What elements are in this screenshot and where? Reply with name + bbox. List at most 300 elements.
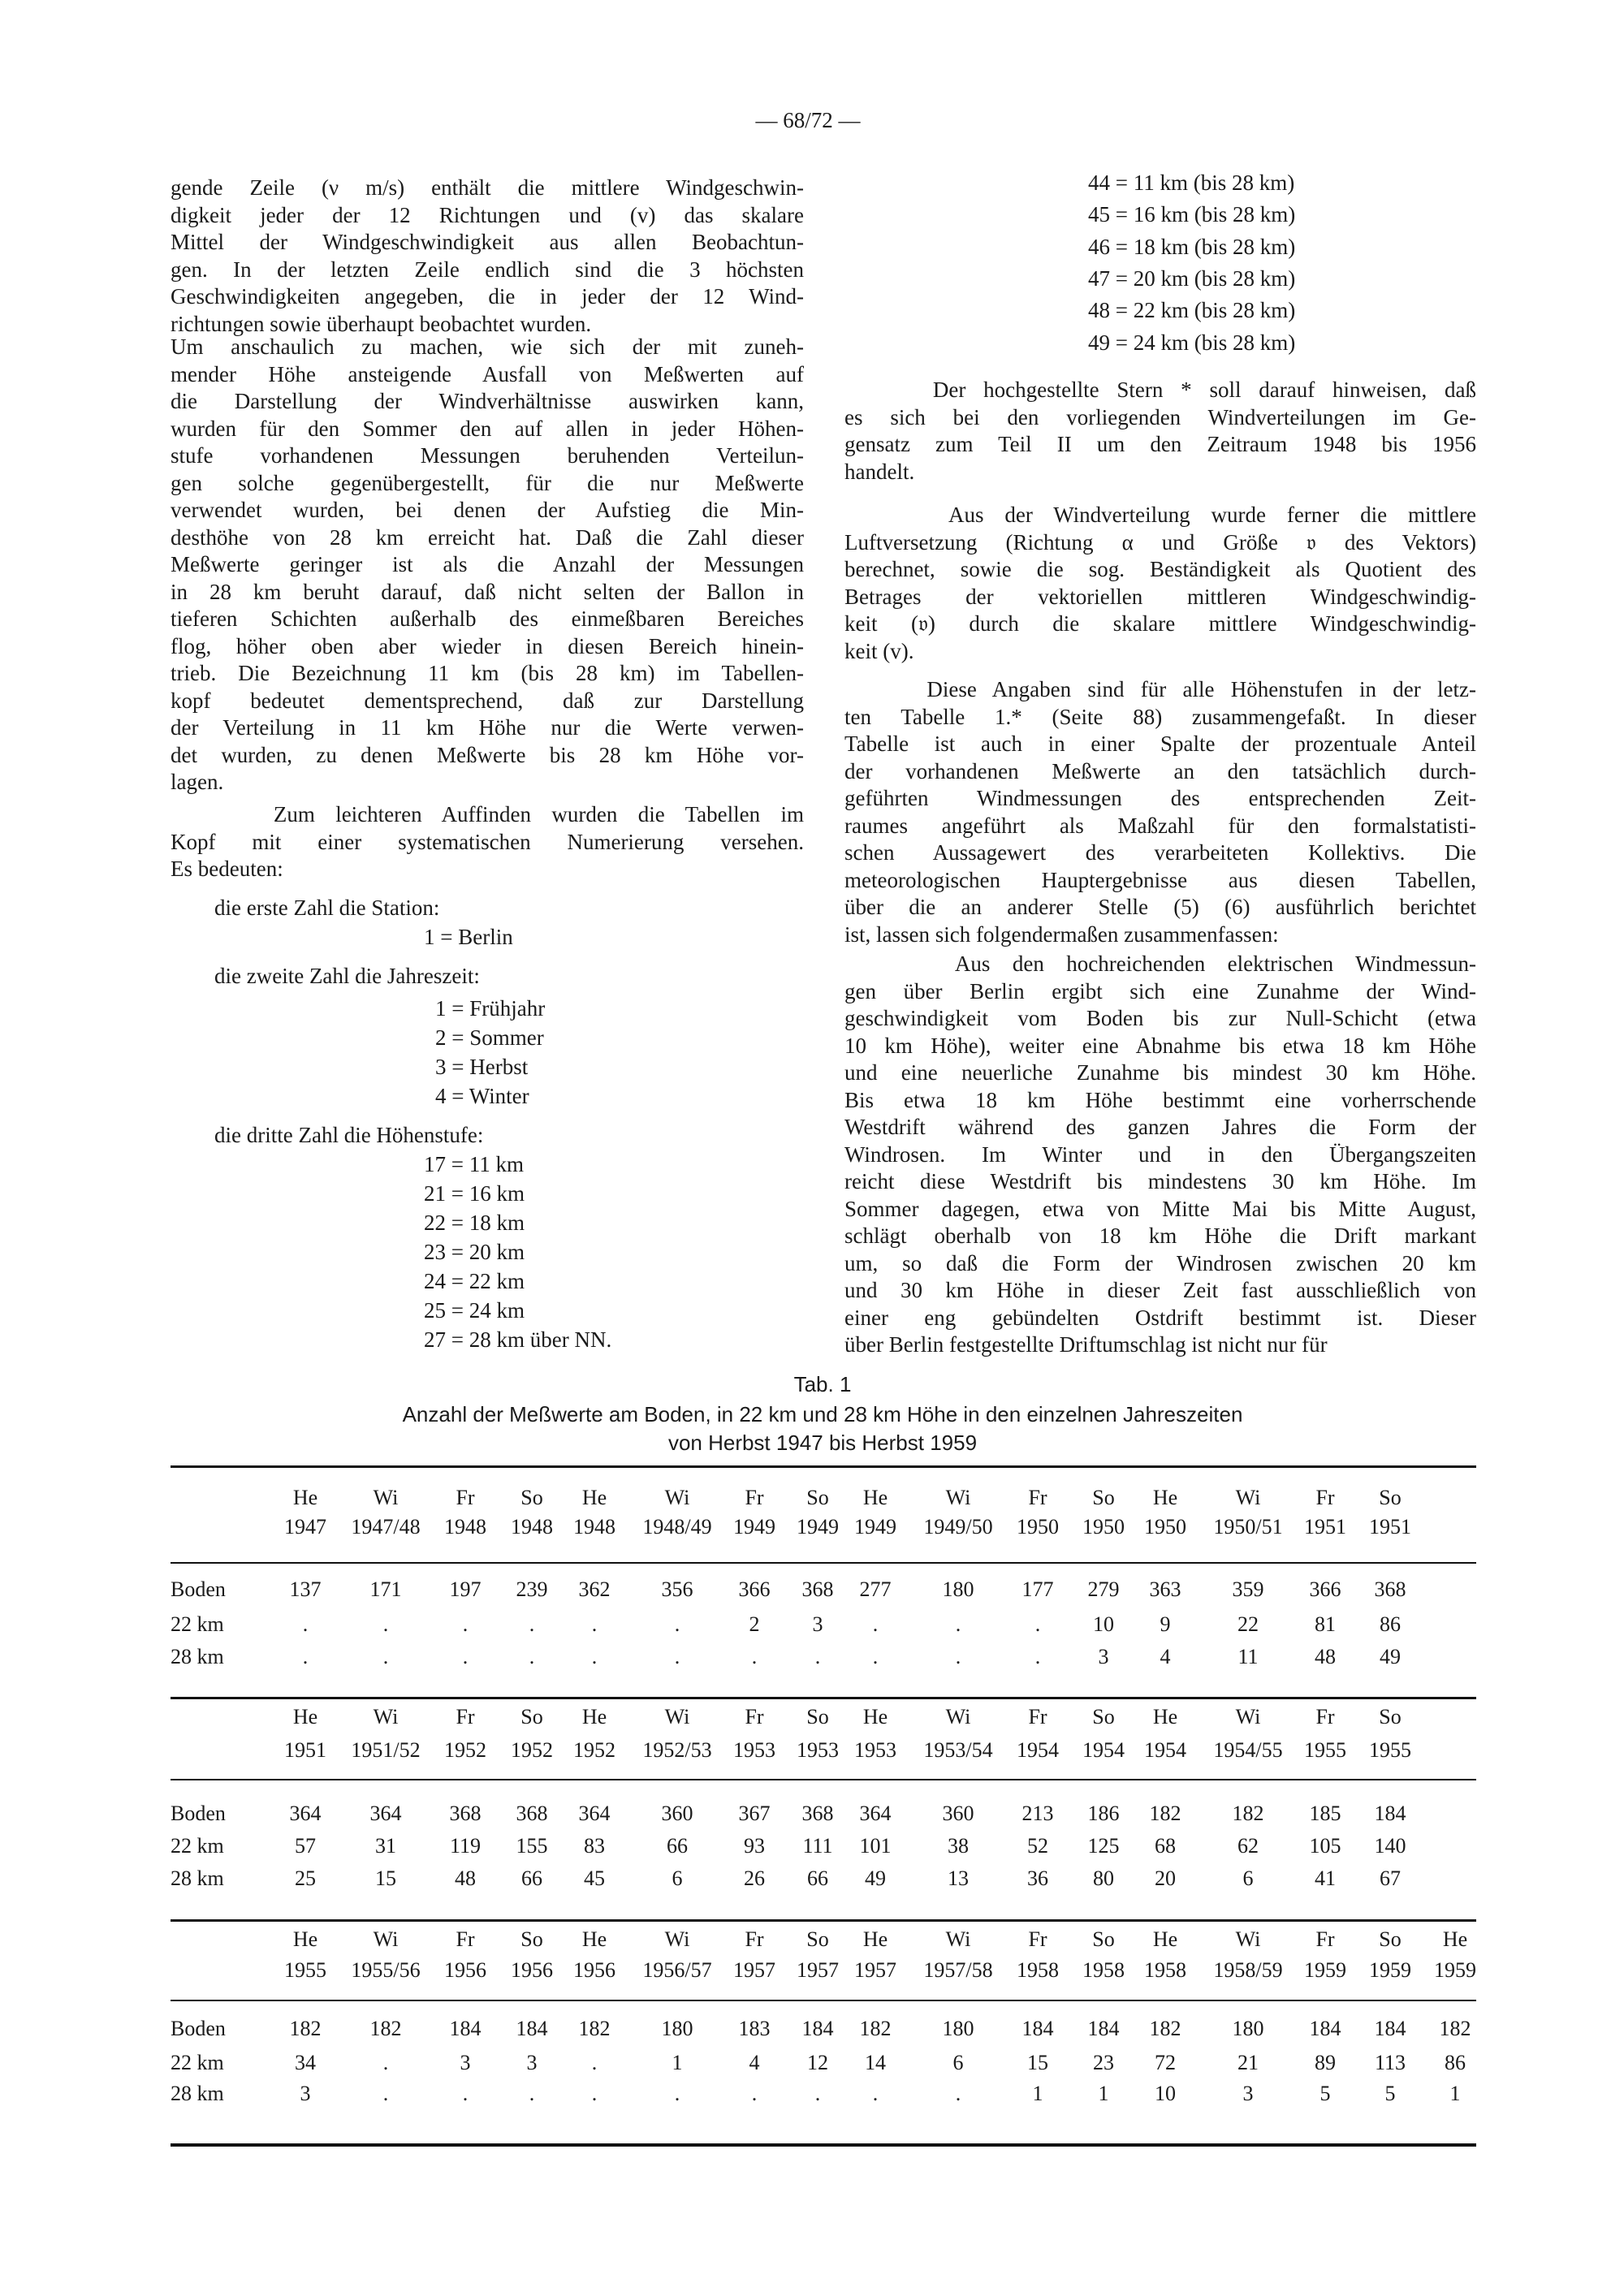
season-header: He — [581, 1927, 607, 1951]
season-header: So — [520, 1705, 543, 1728]
table-cell: 68 — [1155, 1834, 1176, 1858]
year-header: 1953 — [733, 1738, 775, 1762]
text-line: der vorhandenen Meßwerte an den tatsächlich durch- — [844, 758, 1476, 783]
table-cell: . — [1034, 1645, 1041, 1668]
table-cell: 89 — [1315, 2051, 1336, 2074]
table-cell: . — [382, 1645, 389, 1668]
height-code: 48 = 22 km (bis 28 km) — [1088, 298, 1296, 323]
season-header: Fr — [1028, 1705, 1047, 1728]
year-header: 1957 — [733, 1958, 775, 1982]
text-line: gensatz zum Teil II um den Zeitraum 1948 bis 1956 — [844, 432, 1476, 456]
table-cell: 213 — [1021, 1802, 1054, 1825]
text-line: flog, höher oben aber wieder in diesen Bereich hinein- — [171, 633, 804, 658]
table-cell: 362 — [578, 1577, 611, 1601]
year-header: 1955 — [1304, 1738, 1346, 1762]
table-cell: . — [462, 2082, 469, 2105]
text-line: ten Tabelle 1.* (Seite 88) zusammengefaßt. In dieser — [844, 704, 1476, 729]
paragraph — [171, 801, 804, 883]
table-cell: 81 — [1315, 1612, 1336, 1636]
text-line: Sommer dagegen, etwa von Mitte Mai bis Mitte August, — [844, 1196, 1476, 1221]
table-cell: 34 — [295, 2051, 316, 2074]
table-cell: . — [591, 1645, 598, 1668]
year-header: 1953 — [854, 1738, 896, 1762]
page-number: — 68/72 — — [755, 108, 861, 132]
table-cell: 137 — [289, 1577, 322, 1601]
text-line: einer eng gebündelten Ostdrift bestimmt ist. Dieser — [844, 1305, 1476, 1330]
season-header: He — [862, 1927, 888, 1951]
table-cell: 155 — [516, 1834, 548, 1858]
season-header: Fr — [456, 1486, 475, 1509]
block-rule — [171, 1919, 1476, 1922]
year-header: 1949 — [797, 1515, 839, 1539]
table-cell: 184 — [1374, 2017, 1406, 2040]
year-header: 1956/57 — [642, 1958, 712, 1982]
table-cell: 86 — [1380, 1612, 1401, 1636]
season-item: 1 = Frühjahr — [435, 996, 546, 1021]
table-cell: 6 — [672, 1867, 683, 1890]
year-header: 1951 — [1369, 1515, 1411, 1539]
season-header: Wi — [664, 1927, 690, 1951]
text-line: geschwindigkeit vom Boden bis zur Null-Schicht (etwa — [844, 1006, 1476, 1030]
table-cell: 364 — [859, 1802, 892, 1825]
year-header: 1954 — [1017, 1738, 1059, 1762]
table-cell: 15 — [375, 1867, 396, 1890]
table-cell: 184 — [449, 2017, 482, 2040]
text-line: Bis etwa 18 km Höhe bestimmt eine vorherrschende — [844, 1087, 1476, 1112]
table-cell: . — [674, 1645, 680, 1668]
paragraph — [171, 175, 804, 338]
table-cell: . — [591, 1612, 598, 1636]
year-header: 1948 — [511, 1515, 553, 1539]
text-line: mender Höhe ansteigende Ausfall von Meßwerten auf — [171, 361, 804, 386]
season-header: Fr — [745, 1705, 764, 1728]
row-label: 28 km — [171, 1867, 224, 1890]
table-cell: . — [462, 1645, 469, 1668]
year-header: 1958 — [1082, 1958, 1125, 1982]
text-line: reicht diese Westdrift bis mindestens 30 km Höhe. Im — [844, 1169, 1476, 1193]
text-line: geführten Windmessungen des entsprechenden Zeit- — [844, 786, 1476, 810]
year-header: 1949 — [733, 1515, 775, 1539]
table-cell: 45 — [584, 1867, 605, 1890]
table-cell: 364 — [289, 1802, 322, 1825]
season-header: He — [292, 1927, 318, 1951]
table-cell: . — [751, 1645, 758, 1668]
season-header: Fr — [1315, 1486, 1335, 1509]
table-cell: . — [382, 2082, 389, 2105]
table-cell: . — [591, 2051, 598, 2074]
text-line: Windrosen. Im Winter und in den Übergangszeiten — [844, 1142, 1476, 1167]
year-header: 1959 — [1369, 1958, 1411, 1982]
table-cell: 239 — [516, 1577, 548, 1601]
table-cell: 183 — [738, 2017, 771, 2040]
season-header: He — [292, 1486, 318, 1509]
text-line: handelt. — [844, 459, 915, 484]
season-header: So — [1379, 1486, 1402, 1509]
season-header: Wi — [945, 1927, 971, 1951]
table-cell: 5 — [1320, 2082, 1331, 2105]
season-item: 4 = Winter — [435, 1084, 529, 1108]
text-line: Zum leichteren Auffinden wurden die Tabellen im — [171, 802, 804, 826]
table-cell: 184 — [1309, 2017, 1341, 2040]
table-cell: 182 — [1149, 1802, 1181, 1825]
table-cell: 9 — [1160, 1612, 1171, 1636]
text-line: keit (v). — [844, 638, 914, 663]
table-cell: 279 — [1087, 1577, 1120, 1601]
text-line: gen. In der letzten Zeile endlich sind die 3 höchsten — [171, 257, 804, 282]
table-cell: . — [529, 1612, 535, 1636]
season-header: Wi — [373, 1486, 399, 1509]
year-header: 1949/50 — [923, 1515, 993, 1539]
table-cell: . — [751, 2082, 758, 2105]
table-cell: 1 — [1032, 2082, 1043, 2105]
table-cell: 86 — [1445, 2051, 1466, 2074]
text-line: berechnet, sowie die sog. Beständigkeit als Quotient des — [844, 557, 1476, 581]
table-cell: 15 — [1027, 2051, 1048, 2074]
table-cell: 52 — [1027, 1834, 1048, 1858]
year-header: 1958 — [1144, 1958, 1186, 1982]
height-item: 17 = 11 km — [424, 1152, 524, 1176]
table-cell: 182 — [1149, 2017, 1181, 2040]
year-header: 1955 — [284, 1958, 326, 1982]
height-heading: die dritte Zahl die Höhenstufe: — [214, 1123, 484, 1147]
text-line: lagen. — [171, 770, 224, 794]
year-header: 1947 — [284, 1515, 326, 1539]
season-header: So — [1092, 1486, 1115, 1509]
height-item: 22 = 18 km — [424, 1211, 525, 1235]
table-cell: 66 — [667, 1834, 688, 1858]
text-line: über die an anderer Stelle (5) (6) ausführlich berichtet — [844, 895, 1476, 919]
table-top-rule — [171, 1465, 1476, 1468]
season-header: Wi — [373, 1927, 399, 1951]
text-line: verwendet wurden, bei denen der Aufstieg die Min- — [171, 498, 804, 522]
table-cell: 5 — [1384, 2082, 1396, 2105]
text-line: tieferen Schichten außerhalb des einmeßbaren Bereiches — [171, 606, 804, 631]
table-cell: 182 — [1439, 2017, 1471, 2040]
season-header: So — [806, 1927, 829, 1951]
text-line: in 28 km beruht darauf, daß nicht selten der Ballon in — [171, 579, 804, 604]
table-cell: 356 — [661, 1577, 693, 1601]
row-label: Boden — [171, 1577, 226, 1601]
height-item: 23 = 20 km — [424, 1240, 525, 1264]
text-line: Um anschaulich zu machen, wie sich der mit zuneh- — [171, 334, 804, 359]
paragraph — [171, 334, 804, 796]
year-header: 1954 — [1144, 1738, 1186, 1762]
row-label: 22 km — [171, 1612, 224, 1636]
paragraph — [844, 377, 1476, 486]
year-header: 1955 — [1369, 1738, 1411, 1762]
text-line: meteorologischen Hauptergebnisse aus diesen Tabellen, — [844, 867, 1476, 892]
table-cell: 66 — [807, 1867, 828, 1890]
year-header: 1956 — [511, 1958, 553, 1982]
text-line: Betrages der vektoriellen mittleren Windgeschwindig- — [844, 584, 1476, 609]
table-cell: 41 — [1315, 1867, 1336, 1890]
table-cell: 13 — [948, 1867, 969, 1890]
text-line: keit (𝔳) durch die skalare mittlere Windgeschwindig- — [844, 611, 1476, 636]
text-line: Westdrift während des ganzen Jahres die Form der — [844, 1115, 1476, 1139]
table-cell: 184 — [1374, 1802, 1406, 1825]
height-item: 27 = 28 km über NN. — [424, 1327, 612, 1352]
height-code: 44 = 11 km (bis 28 km) — [1088, 170, 1295, 195]
table-cell: 184 — [1087, 2017, 1120, 2040]
year-header: 1951/52 — [351, 1738, 421, 1762]
season-header: Wi — [373, 1705, 399, 1728]
table-cell: 363 — [1149, 1577, 1181, 1601]
year-header: 1958 — [1017, 1958, 1059, 1982]
table-cell: 366 — [738, 1577, 771, 1601]
table-cell: 368 — [1374, 1577, 1406, 1601]
year-header: 1956 — [444, 1958, 486, 1982]
text-line: richtungen sowie überhaupt beobachtet wurden. — [171, 311, 592, 336]
text-line: det wurden, zu denen Meßwerte bis 28 km Höhe vor- — [171, 742, 804, 767]
text-line: Luftversetzung (Richtung α und Größe 𝔳 des Vektors) — [844, 529, 1476, 555]
table-cell: 182 — [289, 2017, 322, 2040]
text-line: trieb. Die Bezeichnung 11 km (bis 28 km) im Tabellen- — [171, 661, 804, 685]
table-cell: . — [814, 2082, 821, 2105]
year-header: 1951 — [1304, 1515, 1346, 1539]
table-cell: . — [591, 2082, 598, 2105]
table-cell: . — [382, 2051, 389, 2074]
text-line: digkeit jeder der 12 Richtungen und (v) das skalare — [171, 202, 804, 227]
year-header: 1954 — [1082, 1738, 1125, 1762]
table-cell: 21 — [1237, 2051, 1259, 2074]
text-line: Diese Angaben sind für alle Höhenstufen in der letz- — [844, 677, 1476, 701]
table-subtitle: von Herbst 1947 bis Herbst 1959 — [667, 1431, 978, 1455]
row-label: Boden — [171, 2017, 226, 2040]
header-rule — [171, 1562, 1476, 1564]
season-header: So — [806, 1486, 829, 1509]
text-line: der Verteilung in 11 km Höhe nur die Werte verwen- — [171, 715, 804, 740]
table-cell: . — [674, 1612, 680, 1636]
table-cell: . — [955, 1612, 961, 1636]
table-cell: 36 — [1027, 1867, 1048, 1890]
season-header: So — [520, 1486, 543, 1509]
season-header: Wi — [1235, 1705, 1261, 1728]
text-line: über Berlin festgestellte Driftumschlag ist nicht nur für — [844, 1332, 1328, 1357]
table-cell: 182 — [369, 2017, 402, 2040]
table-cell: . — [1034, 1612, 1041, 1636]
year-header: 1952/53 — [642, 1738, 712, 1762]
table-cell: 368 — [801, 1802, 834, 1825]
text-line: Tabelle ist auch in einer Spalte der prozentuale Anteil — [844, 732, 1476, 756]
year-header: 1958/59 — [1213, 1958, 1283, 1982]
table-cell: 177 — [1021, 1577, 1054, 1601]
table-cell: . — [674, 2082, 680, 2105]
block-rule — [171, 2143, 1476, 2147]
season-header: He — [862, 1486, 888, 1509]
season-header: So — [520, 1927, 543, 1951]
table-cell: . — [462, 1612, 469, 1636]
year-header: 1954/55 — [1213, 1738, 1283, 1762]
season-header: He — [1152, 1486, 1178, 1509]
table-cell: 185 — [1309, 1802, 1341, 1825]
header-rule — [171, 2000, 1476, 2001]
year-header: 1951 — [284, 1738, 326, 1762]
table-cell: . — [872, 1645, 879, 1668]
table-cell: . — [814, 1645, 821, 1668]
year-header: 1952 — [511, 1738, 553, 1762]
table-cell: 93 — [744, 1834, 765, 1858]
table-cell: 368 — [801, 1577, 834, 1601]
table-cell: 31 — [375, 1834, 396, 1858]
table-cell: 180 — [1232, 2017, 1264, 2040]
text-line: raumes angeführt als Maßzahl für den formalstatisti- — [844, 813, 1476, 838]
text-line: gende Zeile (ν m/s) enthält die mittlere Windgeschwin- — [171, 175, 804, 200]
table-cell: 49 — [1380, 1645, 1401, 1668]
table-cell: 111 — [802, 1834, 833, 1858]
table-cell: 6 — [1242, 1867, 1254, 1890]
table-cell: 10 — [1155, 2082, 1176, 2105]
table-cell: 368 — [516, 1802, 548, 1825]
year-header: 1952 — [573, 1738, 615, 1762]
row-label: 28 km — [171, 1645, 224, 1668]
height-item: 24 = 22 km — [424, 1269, 525, 1293]
text-line: desthöhe von 28 km erreicht hat. Daß die Zahl dieser — [171, 524, 804, 550]
table-cell: 4 — [749, 2051, 760, 2074]
text-line: gen solche gegenübergestellt, für die nur Meßwerte — [171, 470, 804, 495]
table-cell: 119 — [449, 1834, 482, 1858]
table-cell: 368 — [449, 1802, 482, 1825]
paragraph — [844, 676, 1476, 948]
row-label: 22 km — [171, 1834, 224, 1858]
table-cell: . — [529, 2082, 535, 2105]
station-heading: die erste Zahl die Station: — [214, 896, 440, 920]
season-header: Wi — [945, 1486, 971, 1509]
table-cell: . — [382, 1612, 389, 1636]
year-header: 1956 — [573, 1958, 615, 1982]
season-header: So — [806, 1705, 829, 1728]
table-cell: . — [955, 1645, 961, 1668]
season-header: Fr — [456, 1927, 475, 1951]
table-cell: . — [872, 1612, 879, 1636]
text-line: Es bedeuten: — [171, 857, 283, 881]
height-item: 25 = 24 km — [424, 1298, 525, 1323]
table-cell: 38 — [948, 1834, 969, 1858]
season-header: Fr — [1028, 1927, 1047, 1951]
season-item: 3 = Herbst — [435, 1055, 529, 1079]
table-cell: 11 — [1237, 1645, 1259, 1668]
text-line: 10 km Höhe), weiter eine Abnahme bis etwa 18 km Höhe — [844, 1033, 1476, 1058]
table-cell: . — [302, 1645, 309, 1668]
table-cell: 83 — [584, 1834, 605, 1858]
table-cell: 359 — [1232, 1577, 1264, 1601]
season-header: Fr — [1315, 1927, 1335, 1951]
table-cell: 171 — [369, 1577, 402, 1601]
year-header: 1955/56 — [351, 1958, 421, 1982]
year-header: 1957/58 — [923, 1958, 993, 1982]
season-header: Wi — [1235, 1486, 1261, 1509]
year-header: 1952 — [444, 1738, 486, 1762]
table-cell: 49 — [865, 1867, 886, 1890]
table-cell: 3 — [300, 2082, 311, 2105]
season-heading: die zweite Zahl die Jahreszeit: — [214, 964, 480, 988]
table-cell: 364 — [578, 1802, 611, 1825]
table-cell: . — [872, 2082, 879, 2105]
season-header: He — [1152, 1927, 1178, 1951]
table-cell: 125 — [1087, 1834, 1120, 1858]
year-header: 1948/49 — [642, 1515, 712, 1539]
table-cell: 186 — [1087, 1802, 1120, 1825]
season-header: He — [1152, 1705, 1178, 1728]
year-header: 1957 — [854, 1958, 896, 1982]
text-line: schen Aussagewert des verarbeiteten Kollektivs. Die — [844, 840, 1476, 865]
season-header: Wi — [945, 1705, 971, 1728]
season-header: So — [1092, 1927, 1115, 1951]
year-header: 1947/48 — [351, 1515, 421, 1539]
table-cell: 184 — [516, 2017, 548, 2040]
height-code: 46 = 18 km (bis 28 km) — [1088, 234, 1296, 259]
season-header: So — [1092, 1705, 1115, 1728]
table-cell: 182 — [1232, 1802, 1264, 1825]
text-line: Geschwindigkeiten angegeben, die in jeder der 12 Wind- — [171, 284, 804, 309]
table-cell: 3 — [812, 1612, 823, 1636]
season-header: He — [581, 1486, 607, 1509]
height-item: 21 = 16 km — [424, 1181, 525, 1206]
table-cell: 180 — [942, 2017, 974, 2040]
year-header: 1950 — [1144, 1515, 1186, 1539]
text-line: schlägt oberhalb von 18 km Höhe die Drift markant — [844, 1224, 1476, 1248]
year-header: 1950 — [1017, 1515, 1059, 1539]
year-header: 1950 — [1082, 1515, 1125, 1539]
table-label: Tab. 1 — [793, 1372, 852, 1396]
text-line: Aus den hochreichenden elektrischen Windmessun- — [844, 952, 1476, 976]
table-cell: 80 — [1093, 1867, 1114, 1890]
text-line: gen über Berlin ergibt sich eine Zunahme der Wind- — [844, 978, 1476, 1003]
header-rule — [171, 1779, 1476, 1780]
text-line: kopf bedeutet dementsprechend, daß zur Darstellung — [171, 688, 804, 713]
text-line: um, so daß die Form der Windrosen zwischen 20 km — [844, 1250, 1476, 1275]
height-code: 45 = 16 km (bis 28 km) — [1088, 202, 1296, 227]
table-cell: 3 — [1098, 1645, 1109, 1668]
table-cell: 3 — [526, 2051, 538, 2074]
season-item: 2 = Sommer — [435, 1025, 544, 1050]
season-header: Fr — [1315, 1705, 1335, 1728]
table-cell: 101 — [859, 1834, 892, 1858]
table-cell: 20 — [1155, 1867, 1176, 1890]
block-rule — [171, 1697, 1476, 1699]
season-header: Fr — [456, 1705, 475, 1728]
table-cell: 180 — [661, 2017, 693, 2040]
table-cell: 367 — [738, 1802, 771, 1825]
season-header: Wi — [664, 1705, 690, 1728]
text-line: die Darstellung der Windverhältnisse auswirken kann, — [171, 389, 804, 413]
text-line: wurden für den Sommer den auf allen in jeder Höhen- — [171, 416, 804, 441]
table-cell: 360 — [942, 1802, 974, 1825]
season-header: He — [1442, 1927, 1468, 1951]
text-line: Mittel der Windgeschwindigkeit aus allen Beobachtun- — [171, 230, 804, 254]
table-cell: 105 — [1309, 1834, 1341, 1858]
station-item: 1 = Berlin — [424, 925, 513, 949]
year-header: 1959 — [1434, 1958, 1476, 1982]
season-header: He — [292, 1705, 318, 1728]
row-label: 22 km — [171, 2051, 224, 2074]
table-cell: 48 — [1315, 1645, 1336, 1668]
table-cell: 182 — [578, 2017, 611, 2040]
table-cell: 182 — [859, 2017, 892, 2040]
paragraph — [844, 502, 1476, 665]
year-header: 1953/54 — [923, 1738, 993, 1762]
season-header: He — [581, 1705, 607, 1728]
table-cell: 4 — [1160, 1645, 1171, 1668]
season-header: So — [1379, 1705, 1402, 1728]
text-line: Aus der Windverteilung wurde ferner die mittlere — [844, 503, 1476, 527]
year-header: 1948 — [573, 1515, 615, 1539]
season-header: So — [1379, 1927, 1402, 1951]
year-header: 1957 — [797, 1958, 839, 1982]
table-cell: 2 — [749, 1612, 760, 1636]
year-header: 1950/51 — [1213, 1515, 1283, 1539]
table-cell: 140 — [1374, 1834, 1406, 1858]
season-header: Fr — [1028, 1486, 1047, 1509]
